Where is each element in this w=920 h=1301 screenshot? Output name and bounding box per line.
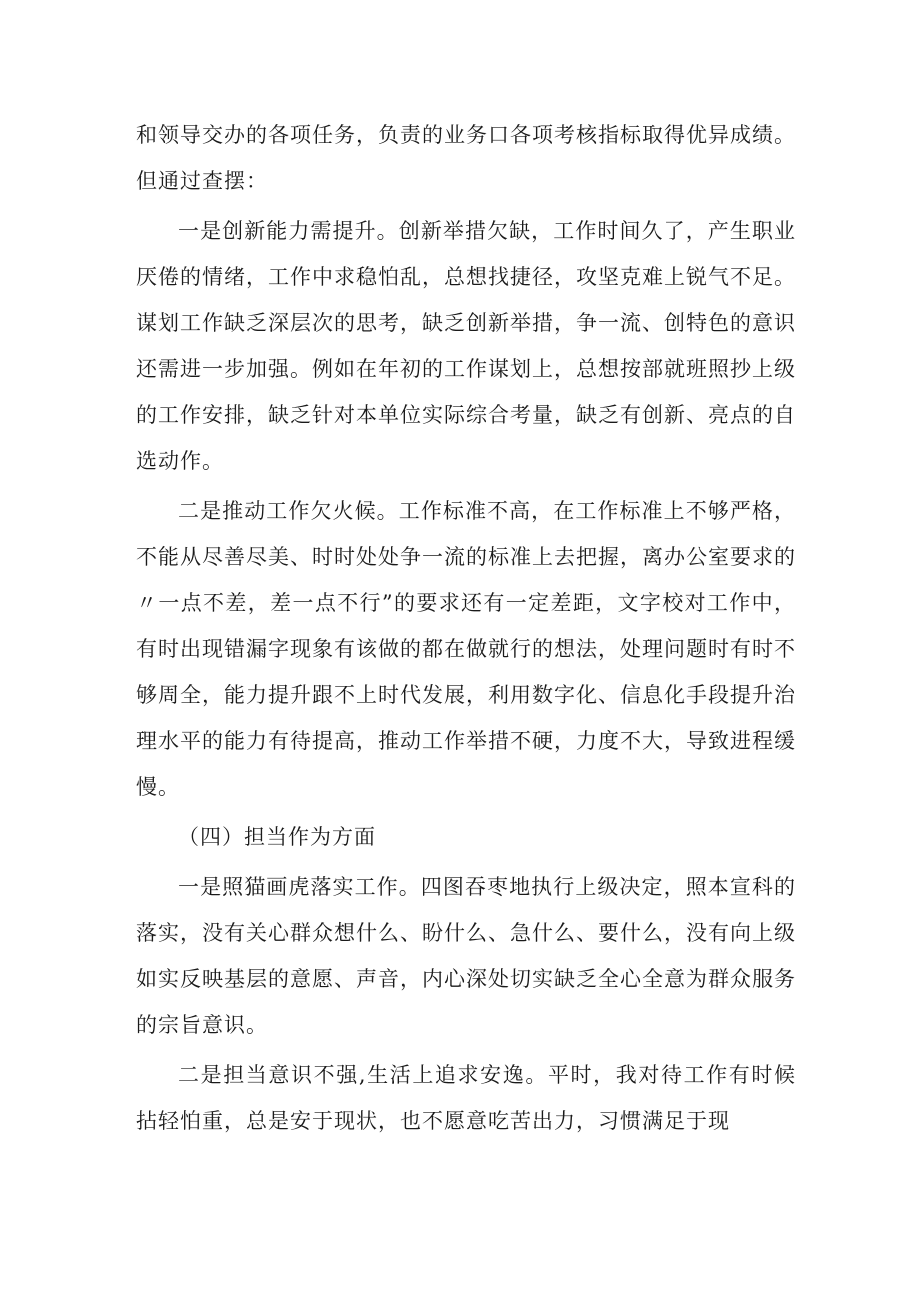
paragraph-work-promotion: 二是推动工作欠火候。工作标准不高，在工作标准上不够严格，不能从尽善尽美、时时处处争一流的标准上去把握，离办公室要求的〃一点不差，差一点不行”的要求还有一定差距，文字校对工作中，有时出现错漏字现象有该做的都在做就行的想法，处理问题时有时不够周全，能力提升跟不上时代发展，利用数字化、信息化手段提升治理水平的能力有待提高，推动工作举措不硬，力度不大，导致进程缓慢。	[136, 499, 796, 799]
paragraph-responsibility-awareness: 二是担当意识不强,生活上追求安逸。平时，我对待工作有时候拈轻怕重，总是安于现状，也不愿意吃苦出力，习惯满足于现	[136, 1063, 796, 1133]
paragraph-continuation: 和领导交办的各项任务，负责的业务口各项考核指标取得优异成绩。但通过查摆：	[136, 123, 796, 193]
paragraph-innovation: 一是创新能力需提升。创新举措欠缺，工作时间久了，产生职业厌倦的情绪，工作中求稳怕乱，总想找捷径，攻坚克难上锐气不足。谋划工作缺乏深层次的思考，缺乏创新举措，争一流、创特色的意识还需进一步加强。例如在年初的工作谋划上，总想按部就班照抄上级的工作安排，缺乏针对本单位实际综合考量，缺乏有创新、亮点的自选动作。	[136, 219, 796, 473]
section-heading-responsibility: （四）担当作为方面	[178, 825, 376, 849]
document-body	[136, 112, 796, 1144]
paragraph-implementation: 一是照猫画虎落实工作。四图吞枣地执行上级决定，照本宣科的落实，没有关心群众想什么、盼什么、急什么、要什么，没有向上级如实反映基层的意愿、声音，内心深处切实缺乏全心全意为群众服务的宗旨意识。	[136, 875, 796, 1037]
